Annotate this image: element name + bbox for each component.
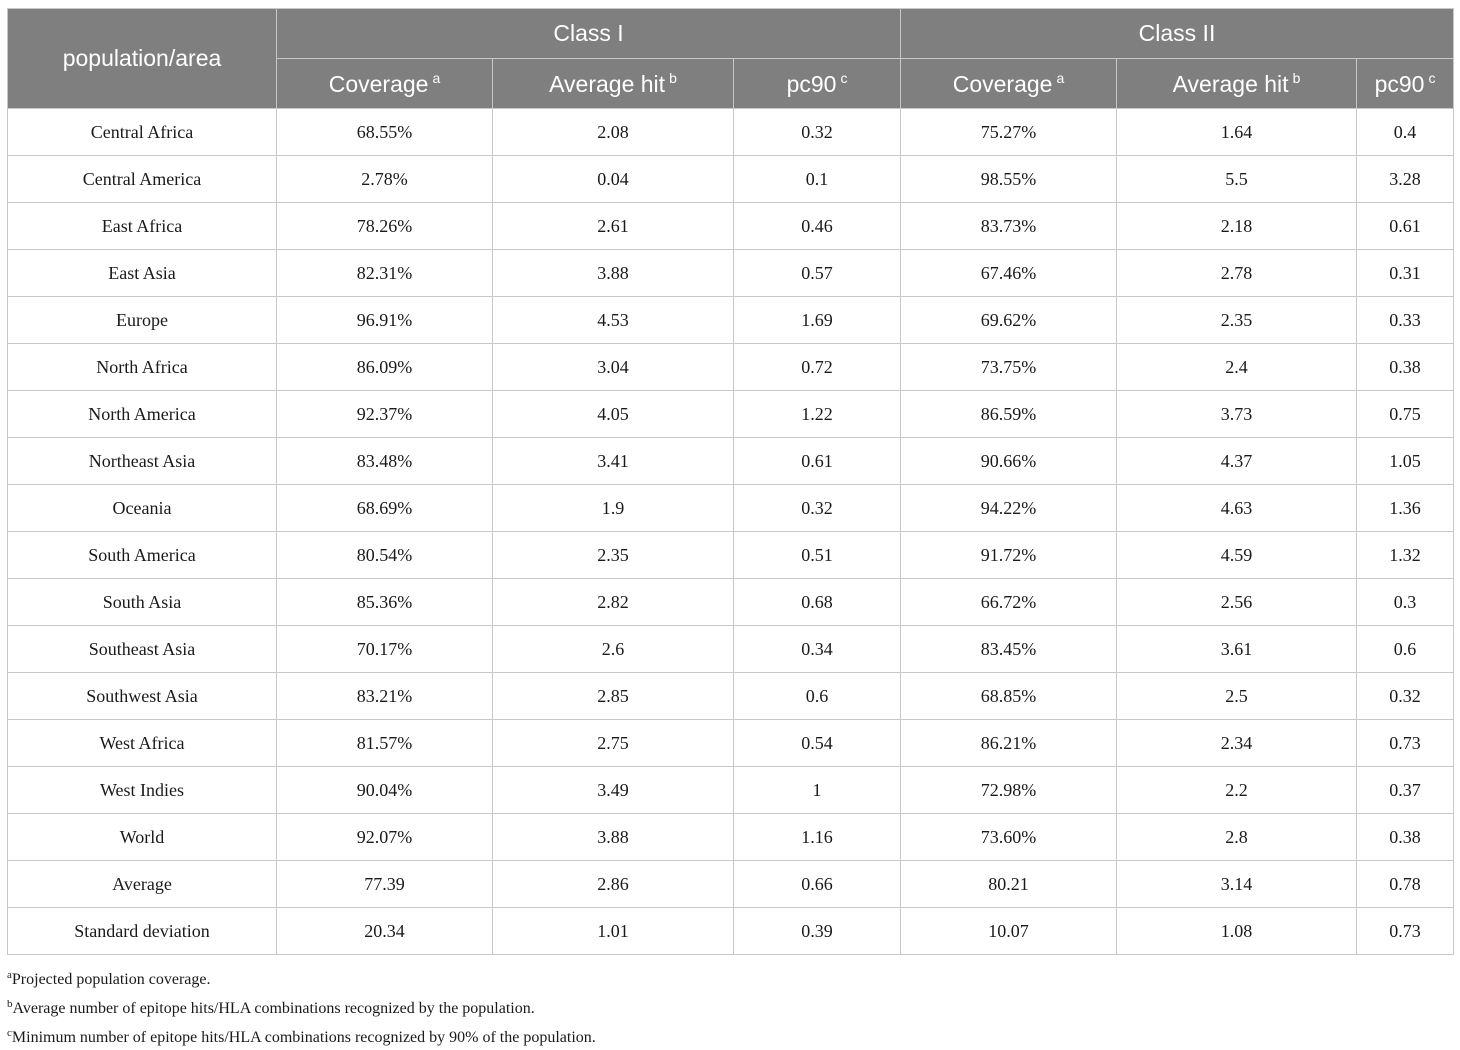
cell-class-1-pc90: 0.1 — [734, 156, 901, 203]
cell-class-1-pc90: 0.51 — [734, 532, 901, 579]
table-row — [8, 391, 1454, 438]
table-row — [8, 438, 1454, 485]
table-row — [8, 579, 1454, 626]
cell-class-2-coverage: 10.07 — [901, 908, 1117, 955]
cell-class-2-coverage: 68.85% — [901, 673, 1117, 720]
header-class-2: Class II — [901, 9, 1454, 59]
cell-class-2-average-hit: 3.73 — [1117, 391, 1357, 438]
cell-class-1-average-hit: 3.49 — [493, 767, 734, 814]
cell-class-2-pc90: 0.38 — [1357, 814, 1454, 861]
cell-class-1-average-hit: 2.61 — [493, 203, 734, 250]
table-row — [8, 203, 1454, 250]
cell-class-2-pc90: 0.73 — [1357, 720, 1454, 767]
cell-class-2-average-hit: 1.64 — [1117, 109, 1357, 156]
cell-class-2-pc90: 1.36 — [1357, 485, 1454, 532]
cell-class-1-coverage: 92.37% — [277, 391, 493, 438]
cell-class-2-average-hit: 2.34 — [1117, 720, 1357, 767]
cell-class-1-average-hit: 2.75 — [493, 720, 734, 767]
cell-class-2-pc90: 0.6 — [1357, 626, 1454, 673]
cell-class-2-coverage: 83.45% — [901, 626, 1117, 673]
cell-class-1-pc90: 0.72 — [734, 344, 901, 391]
cell-area: East Africa — [8, 203, 277, 250]
cell-class-1-average-hit: 1.01 — [493, 908, 734, 955]
cell-class-2-average-hit: 4.63 — [1117, 485, 1357, 532]
cell-class-2-average-hit: 2.2 — [1117, 767, 1357, 814]
cell-class-1-coverage: 70.17% — [277, 626, 493, 673]
cell-class-1-coverage: 20.34 — [277, 908, 493, 955]
cell-class-1-average-hit: 2.82 — [493, 579, 734, 626]
cell-area: North Africa — [8, 344, 277, 391]
cell-area: North America — [8, 391, 277, 438]
cell-class-1-pc90: 0.66 — [734, 861, 901, 908]
cell-class-2-coverage: 83.73% — [901, 203, 1117, 250]
cell-area: East Asia — [8, 250, 277, 297]
cell-class-2-coverage: 67.46% — [901, 250, 1117, 297]
header-class-2-coverage: Coverage $^a$ — [901, 59, 1117, 109]
cell-class-2-coverage: 73.60% — [901, 814, 1117, 861]
cell-class-2-average-hit: 4.37 — [1117, 438, 1357, 485]
cell-class-1-coverage: 78.26% — [277, 203, 493, 250]
cell-class-1-average-hit: 3.41 — [493, 438, 734, 485]
cell-class-1-coverage: 92.07% — [277, 814, 493, 861]
cell-class-2-coverage: 86.59% — [901, 391, 1117, 438]
cell-class-2-coverage: 90.66% — [901, 438, 1117, 485]
cell-area: World — [8, 814, 277, 861]
cell-class-1-pc90: 0.68 — [734, 579, 901, 626]
cell-class-2-pc90: 1.05 — [1357, 438, 1454, 485]
cell-class-2-average-hit: 2.4 — [1117, 344, 1357, 391]
cell-class-1-coverage: 96.91% — [277, 297, 493, 344]
cell-class-2-average-hit: 2.18 — [1117, 203, 1357, 250]
table-row — [8, 814, 1454, 861]
cell-class-1-pc90: 0.57 — [734, 250, 901, 297]
cell-class-1-pc90: 0.6 — [734, 673, 901, 720]
cell-class-1-average-hit: 3.04 — [493, 344, 734, 391]
cell-class-1-pc90: 1 — [734, 767, 901, 814]
table-row — [8, 908, 1454, 955]
cell-class-2-average-hit: 1.08 — [1117, 908, 1357, 955]
cell-class-2-pc90: 0.78 — [1357, 861, 1454, 908]
cell-class-1-coverage: 86.09% — [277, 344, 493, 391]
header-class-1: Class I — [277, 9, 901, 59]
table-row — [8, 532, 1454, 579]
cell-class-2-pc90: 0.38 — [1357, 344, 1454, 391]
cell-class-1-pc90: 0.54 — [734, 720, 901, 767]
cell-class-1-average-hit: 4.05 — [493, 391, 734, 438]
footnote-b: $^b$Average number of epitope hits/HLA combinations recognized by the population. — [7, 998, 535, 1017]
cell-class-2-coverage: 73.75% — [901, 344, 1117, 391]
cell-class-2-average-hit: 3.61 — [1117, 626, 1357, 673]
cell-area: West Indies — [8, 767, 277, 814]
cell-class-2-pc90: 0.61 — [1357, 203, 1454, 250]
table-row — [8, 156, 1454, 203]
cell-class-2-pc90: 0.31 — [1357, 250, 1454, 297]
table-header — [8, 9, 1454, 109]
cell-class-2-coverage: 69.62% — [901, 297, 1117, 344]
table-row — [8, 297, 1454, 344]
cell-class-1-pc90: 0.61 — [734, 438, 901, 485]
cell-class-1-coverage: 85.36% — [277, 579, 493, 626]
cell-area: South Asia — [8, 579, 277, 626]
cell-area: Northeast Asia — [8, 438, 277, 485]
cell-class-2-average-hit: 2.35 — [1117, 297, 1357, 344]
table-row — [8, 250, 1454, 297]
cell-class-2-pc90: 3.28 — [1357, 156, 1454, 203]
table-row — [8, 485, 1454, 532]
cell-class-1-average-hit: 4.53 — [493, 297, 734, 344]
cell-class-2-average-hit: 2.5 — [1117, 673, 1357, 720]
cell-area: Southeast Asia — [8, 626, 277, 673]
cell-class-2-pc90: 0.33 — [1357, 297, 1454, 344]
cell-class-1-coverage: 82.31% — [277, 250, 493, 297]
cell-class-2-pc90: 0.3 — [1357, 579, 1454, 626]
coverage-table-container — [7, 8, 1453, 955]
cell-class-2-coverage: 66.72% — [901, 579, 1117, 626]
cell-class-1-average-hit: 2.08 — [493, 109, 734, 156]
cell-class-2-coverage: 94.22% — [901, 485, 1117, 532]
cell-class-1-average-hit: 3.88 — [493, 250, 734, 297]
header-row-groups — [8, 9, 1454, 59]
header-population-area: population/area — [8, 9, 277, 109]
header-class-1-pc90: pc90 $^c$ — [734, 59, 901, 109]
cell-class-2-pc90: 0.4 — [1357, 109, 1454, 156]
cell-class-2-average-hit: 2.78 — [1117, 250, 1357, 297]
cell-class-2-pc90: 0.73 — [1357, 908, 1454, 955]
header-class-2-average-hit: Average hit $^b$ — [1117, 59, 1357, 109]
cell-class-1-pc90: 0.46 — [734, 203, 901, 250]
cell-class-2-average-hit: 5.5 — [1117, 156, 1357, 203]
cell-class-1-pc90: 1.22 — [734, 391, 901, 438]
cell-class-1-average-hit: 2.6 — [493, 626, 734, 673]
cell-class-2-coverage: 75.27% — [901, 109, 1117, 156]
cell-area: Southwest Asia — [8, 673, 277, 720]
cell-area: South America — [8, 532, 277, 579]
cell-class-1-pc90: 0.39 — [734, 908, 901, 955]
cell-class-1-coverage: 81.57% — [277, 720, 493, 767]
cell-class-1-coverage: 77.39 — [277, 861, 493, 908]
cell-class-2-coverage: 80.21 — [901, 861, 1117, 908]
header-class-1-coverage: Coverage $^a$ — [277, 59, 493, 109]
cell-class-2-average-hit: 3.14 — [1117, 861, 1357, 908]
cell-class-2-pc90: 0.37 — [1357, 767, 1454, 814]
cell-class-1-coverage: 83.21% — [277, 673, 493, 720]
cell-class-2-average-hit: 2.56 — [1117, 579, 1357, 626]
cell-class-2-coverage: 86.21% — [901, 720, 1117, 767]
cell-class-1-pc90: 1.16 — [734, 814, 901, 861]
cell-class-2-coverage: 91.72% — [901, 532, 1117, 579]
cell-class-2-coverage: 72.98% — [901, 767, 1117, 814]
footnote-a: $^a$Projected population coverage. — [7, 969, 211, 988]
cell-class-1-pc90: 1.69 — [734, 297, 901, 344]
cell-class-1-coverage: 68.69% — [277, 485, 493, 532]
cell-class-1-coverage: 90.04% — [277, 767, 493, 814]
cell-area: Standard deviation — [8, 908, 277, 955]
cell-area: Central Africa — [8, 109, 277, 156]
table-footnotes — [7, 963, 596, 1050]
cell-class-2-pc90: 1.32 — [1357, 532, 1454, 579]
cell-class-1-pc90: 0.32 — [734, 485, 901, 532]
cell-class-2-pc90: 0.32 — [1357, 673, 1454, 720]
header-class-2-pc90: pc90 $^c$ — [1357, 59, 1454, 109]
table-body — [8, 109, 1454, 955]
table-row — [8, 109, 1454, 156]
cell-class-1-coverage: 83.48% — [277, 438, 493, 485]
cell-class-1-average-hit: 2.35 — [493, 532, 734, 579]
cell-class-2-pc90: 0.75 — [1357, 391, 1454, 438]
cell-class-1-pc90: 0.34 — [734, 626, 901, 673]
cell-area: Europe — [8, 297, 277, 344]
header-class-1-average-hit: Average hit $^b$ — [493, 59, 734, 109]
cell-class-1-pc90: 0.32 — [734, 109, 901, 156]
cell-area: Average — [8, 861, 277, 908]
table-row — [8, 626, 1454, 673]
table-row — [8, 720, 1454, 767]
cell-class-1-average-hit: 2.86 — [493, 861, 734, 908]
cell-class-2-average-hit: 4.59 — [1117, 532, 1357, 579]
cell-class-1-coverage: 68.55% — [277, 109, 493, 156]
table-row — [8, 767, 1454, 814]
cell-area: Oceania — [8, 485, 277, 532]
cell-area: Central America — [8, 156, 277, 203]
table-row — [8, 344, 1454, 391]
cell-class-1-coverage: 2.78% — [277, 156, 493, 203]
table-row — [8, 673, 1454, 720]
cell-class-1-average-hit: 3.88 — [493, 814, 734, 861]
cell-class-1-average-hit: 2.85 — [493, 673, 734, 720]
cell-class-2-coverage: 98.55% — [901, 156, 1117, 203]
population-coverage-table — [7, 8, 1454, 955]
table-row — [8, 861, 1454, 908]
footnote-c: $^c$Minimum number of epitope hits/HLA combinations recognized by 90% of the population. — [7, 1027, 596, 1046]
cell-class-1-coverage: 80.54% — [277, 532, 493, 579]
cell-area: West Africa — [8, 720, 277, 767]
cell-class-1-average-hit: 0.04 — [493, 156, 734, 203]
cell-class-1-average-hit: 1.9 — [493, 485, 734, 532]
cell-class-2-average-hit: 2.8 — [1117, 814, 1357, 861]
